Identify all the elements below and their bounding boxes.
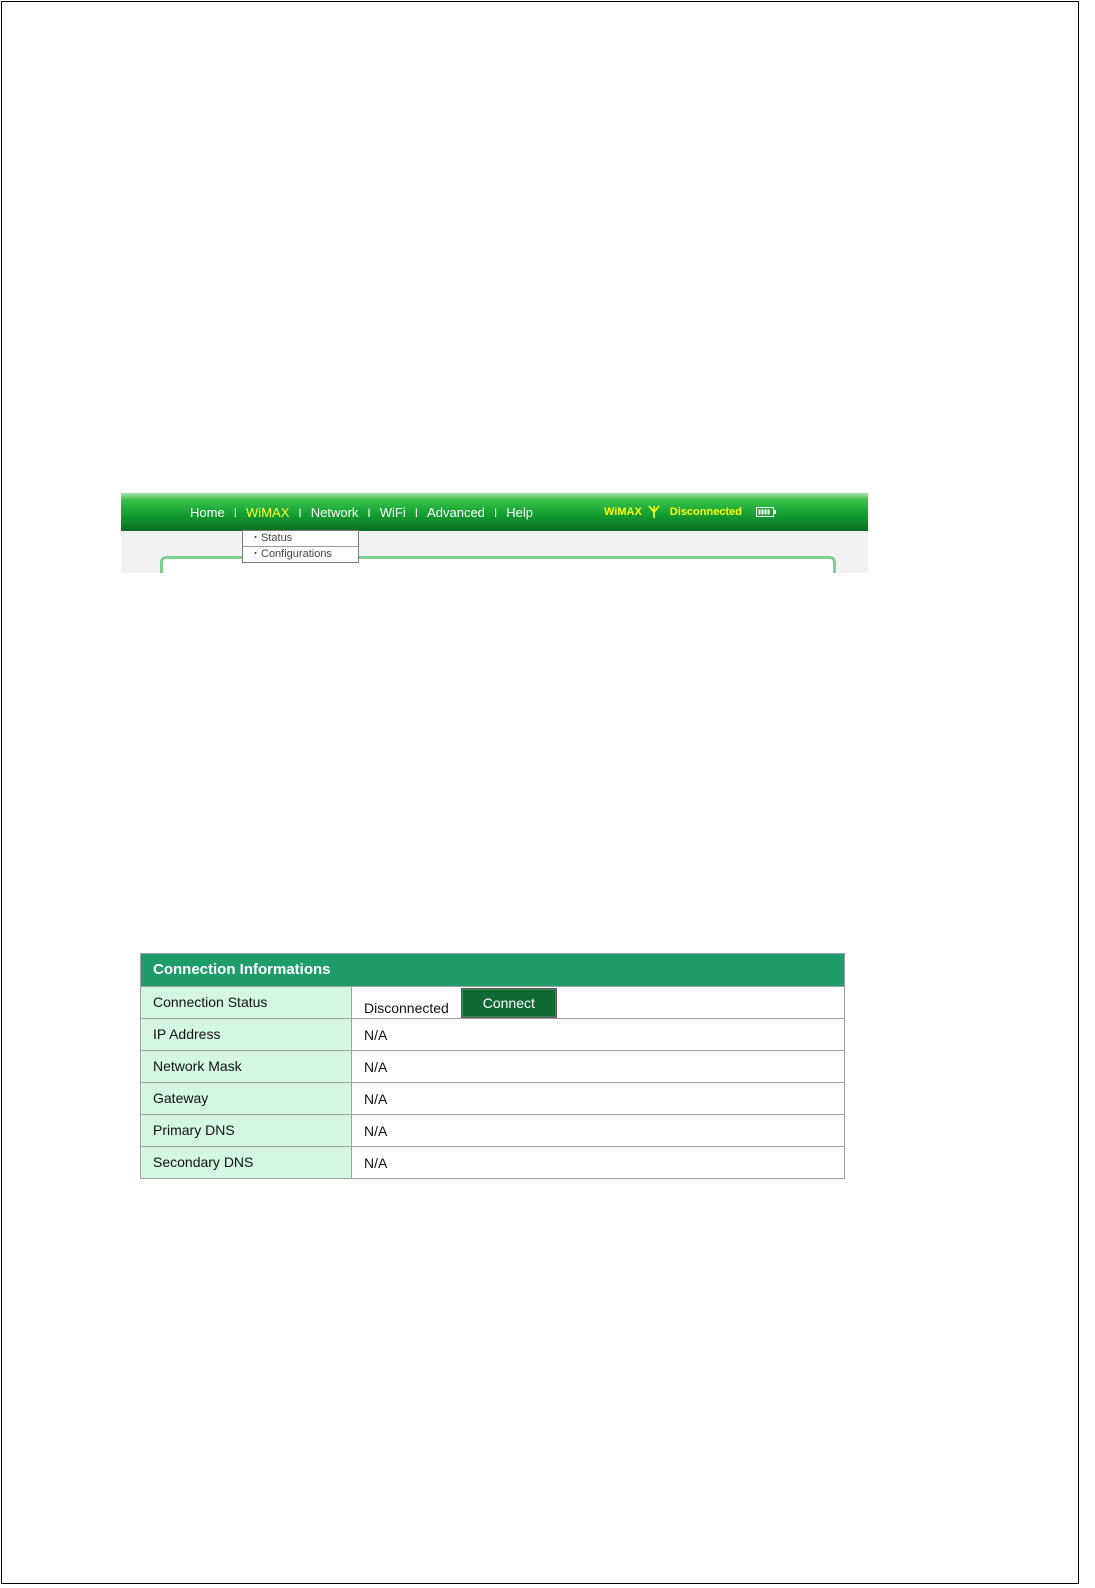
nav-separator: I	[233, 505, 238, 520]
primary-dns-label: Primary DNS	[141, 1115, 352, 1146]
table-row	[141, 1082, 844, 1114]
nav-item-home[interactable]: Home	[190, 505, 225, 520]
nav-item-network[interactable]: Network	[310, 505, 359, 520]
page-frame	[1, 1, 1079, 1584]
antenna-signal-icon	[648, 505, 660, 519]
table-row	[141, 1114, 844, 1146]
nav-menu	[190, 505, 533, 520]
battery-icon	[756, 507, 776, 517]
table-row	[141, 986, 844, 1018]
table-row	[141, 1018, 844, 1050]
network-mask-value: N/A	[364, 1058, 388, 1075]
nav-separator: I	[414, 505, 419, 520]
network-mask-label: Network Mask	[141, 1051, 352, 1082]
router-nav-screenshot	[121, 493, 868, 573]
nav-item-wifi[interactable]: WiFi	[379, 505, 406, 520]
table-title: Connection Informations	[141, 954, 844, 986]
nav-separator: I	[367, 505, 371, 520]
disconnected-status-text: Disconnected	[669, 506, 742, 518]
table-row	[141, 1146, 844, 1178]
connection-status-indicator	[604, 505, 776, 519]
table-row	[141, 1050, 844, 1082]
connection-info-table	[140, 953, 845, 1179]
primary-dns-value: N/A	[364, 1122, 388, 1139]
ip-address-label: IP Address	[141, 1019, 352, 1050]
ip-address-value: N/A	[364, 1026, 388, 1043]
nav-item-help[interactable]: Help	[506, 505, 534, 520]
nav-item-wimax[interactable]: WiMAX	[246, 505, 290, 520]
wimax-status-label: WiMAX	[604, 506, 642, 518]
connection-status-cell	[352, 987, 844, 1018]
dropdown-item-configurations[interactable]: ・Configurations	[243, 546, 358, 562]
connect-button[interactable]: Connect	[461, 988, 557, 1018]
secondary-dns-value: N/A	[364, 1154, 388, 1171]
nav-separator: I	[493, 505, 498, 520]
nav-item-advanced[interactable]: Advanced	[427, 505, 485, 520]
secondary-dns-label: Secondary DNS	[141, 1147, 352, 1178]
gateway-label: Gateway	[141, 1083, 352, 1114]
nav-separator: I	[298, 505, 302, 520]
wimax-dropdown-menu	[242, 530, 359, 563]
connection-status-value: Disconnected	[364, 1000, 449, 1016]
top-nav-bar	[121, 493, 868, 531]
gateway-value: N/A	[364, 1090, 388, 1107]
dropdown-item-status[interactable]: ・Status	[250, 532, 293, 544]
connection-status-label: Connection Status	[141, 987, 352, 1018]
